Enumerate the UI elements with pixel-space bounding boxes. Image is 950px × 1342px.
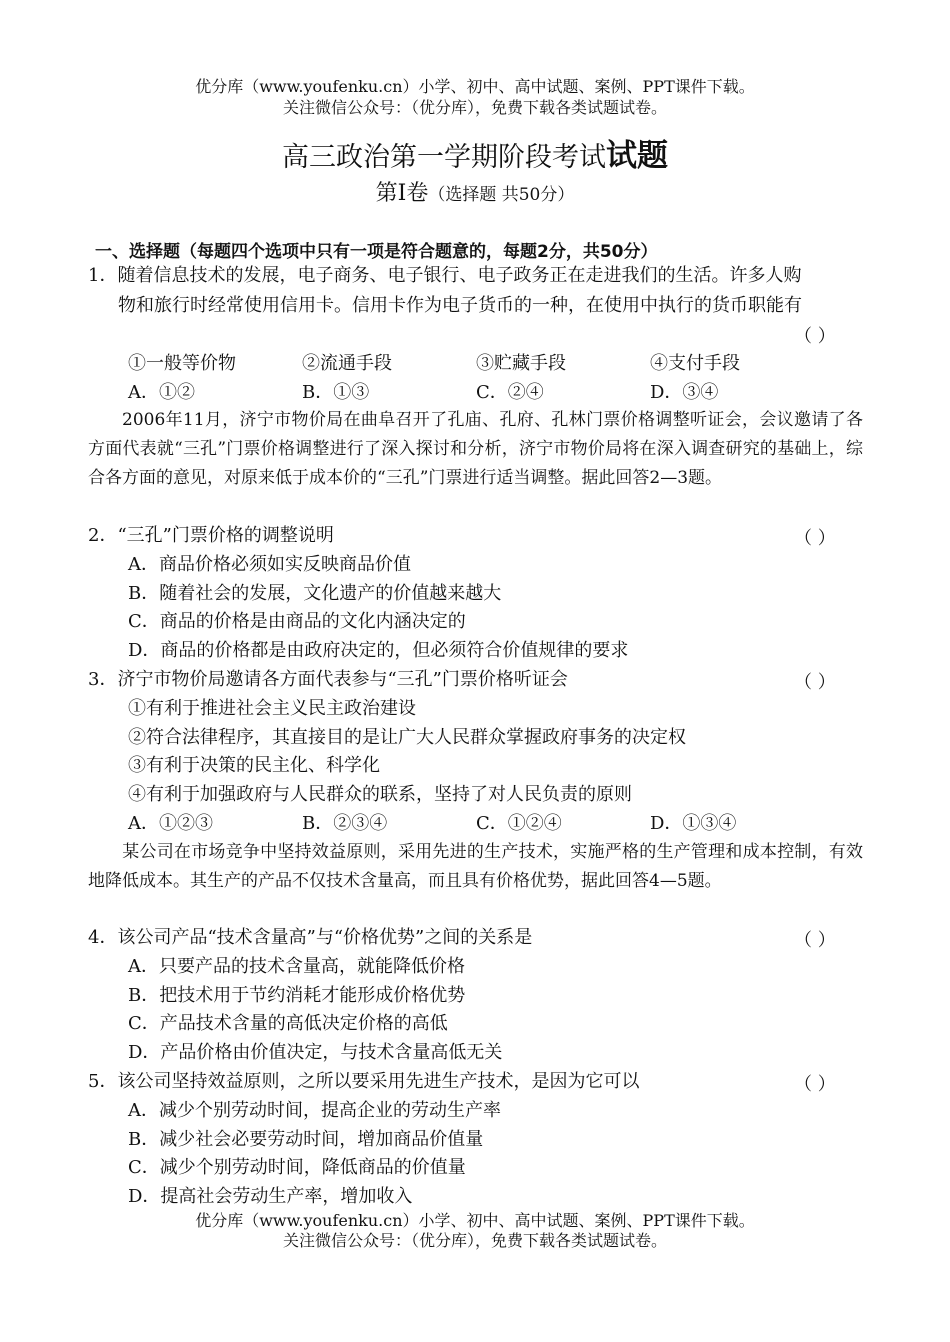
title-bold: 试题 xyxy=(606,138,668,174)
q1-stem-line-2: 物和旅行时经常使用信用卡。信用卡作为电子货币的一种，在使用中执行的货币职能有 xyxy=(118,295,802,316)
passage-1 xyxy=(88,406,863,493)
q5-option-a: A．减少个别劳动时间，提高企业的劳动生产率 xyxy=(128,1100,501,1121)
footer-line-1: 优分库（www.youfenku.cn）小学、初中、高中试题、案例、PPT课件下载。 xyxy=(195,1211,755,1230)
q4-stem: 4．该公司产品“技术含量高”与“价格优势”之间的关系是 xyxy=(88,927,533,948)
q1-option-d: D．③④ xyxy=(650,382,719,403)
page-title xyxy=(0,130,950,175)
q3-option-b: B．②③④ xyxy=(302,813,388,834)
q5-option-c: C．减少个别劳动时间，降低商品的价值量 xyxy=(128,1157,466,1178)
header-line-1: 优分库（www.youfenku.cn）小学、初中、高中试题、案例、PPT课件下载。 xyxy=(195,77,755,96)
q3-item-2: ②符合法律程序，其直接目的是让广大人民群众掌握政府事务的决定权 xyxy=(128,727,686,748)
q1-item-1: ①一般等价物 xyxy=(128,353,236,374)
passage-1-text: 2006年11月，济宁市物价局在曲阜召开了孔庙、孔府、孔林门票价格调整听证会，会议邀请了各方面代表就“三孔”门票价格调整进行了深入探讨和分析，济宁市物价局将在深入调查研究的基础上，综合各方面的意见，对原来低于成本价的“三孔”门票进行适当调整。据此回答2—3题。 xyxy=(88,410,863,488)
q2-option-c: C．商品的价格是由商品的文化内涵决定的 xyxy=(128,611,466,632)
header-line-2: 关注微信公众号：（优分库），免费下载各类试题试卷。 xyxy=(282,98,667,117)
footer-line-2: 关注微信公众号：（优分库），免费下载各类试题试卷。 xyxy=(282,1231,667,1250)
q1-item-4: ④支付手段 xyxy=(650,353,740,374)
q3-stem: 3．济宁市物价局邀请各方面代表参与“三孔”门票价格听证会 xyxy=(88,669,568,690)
q4-option-a: A．只要产品的技术含量高，就能降低价格 xyxy=(128,956,465,977)
q2-stem: 2．“三孔”门票价格的调整说明 xyxy=(88,525,334,546)
q1-option-c: C．②④ xyxy=(476,382,544,403)
q5-answer-paren: （ ） xyxy=(794,1074,836,1095)
q3-item-3: ③有利于决策的民主化、科学化 xyxy=(128,755,380,776)
subtitle-note: （选择题 共50分） xyxy=(428,185,575,205)
q1-item-2: ②流通手段 xyxy=(302,353,392,374)
q2-option-a: A．商品价格必须如实反映商品价值 xyxy=(128,554,411,575)
passage-2-text: 某公司在市场竞争中坚持效益原则，采用先进的生产技术，实施严格的生产管理和成本控制，有效地降低成本。其生产的产品不仅技术含量高，而且具有价格优势，据此回答4—5题。 xyxy=(88,842,863,891)
q3-item-1: ①有利于推进社会主义民主政治建设 xyxy=(128,698,416,719)
q5-option-b: B．减少社会必要劳动时间，增加商品价值量 xyxy=(128,1129,484,1150)
q1-item-3: ③贮藏手段 xyxy=(476,353,566,374)
q1-answer-paren: （ ） xyxy=(794,326,836,347)
q1-option-b: B．①③ xyxy=(302,382,370,403)
q4-option-d: D．产品价格由价值决定，与技术含量高低无关 xyxy=(128,1042,503,1063)
q3-option-c: C．①②④ xyxy=(476,813,562,834)
subtitle-main: 第Ⅰ卷 xyxy=(375,181,429,206)
page-subtitle xyxy=(0,176,950,207)
q2-option-d: D．商品的价格都是由政府决定的，但必须符合价值规律的要求 xyxy=(128,640,629,661)
q2-option-b: B．随着社会的发展，文化遗产的价值越来越大 xyxy=(128,583,502,604)
q3-answer-paren: （ ） xyxy=(794,672,836,693)
q4-option-c: C．产品技术含量的高低决定价格的高低 xyxy=(128,1013,448,1034)
q3-option-a: A．①②③ xyxy=(128,813,213,834)
q3-option-d: D．①③④ xyxy=(650,813,737,834)
q3-item-4: ④有利于加强政府与人民群众的联系，坚持了对人民负责的原则 xyxy=(128,784,632,805)
q1-stem-line-1: 1．随着信息技术的发展，电子商务、电子银行、电子政务正在走进我们的生活。许多人购 xyxy=(88,265,802,286)
passage-2 xyxy=(88,838,863,896)
title-main: 高三政治第一学期阶段考试 xyxy=(282,142,606,173)
q1-option-a: A．①② xyxy=(128,382,195,403)
section-heading: 一、选择题（每题四个选项中只有一项是符合题意的，每题2分，共50分） xyxy=(95,242,658,262)
q4-option-b: B．把技术用于节约消耗才能形成价格优势 xyxy=(128,985,466,1006)
q4-answer-paren: （ ） xyxy=(794,930,836,951)
q5-option-d: D．提高社会劳动生产率，增加收入 xyxy=(128,1186,413,1207)
q2-answer-paren: （ ） xyxy=(794,528,836,549)
q5-stem: 5．该公司坚持效益原则，之所以要采用先进生产技术，是因为它可以 xyxy=(88,1071,640,1092)
